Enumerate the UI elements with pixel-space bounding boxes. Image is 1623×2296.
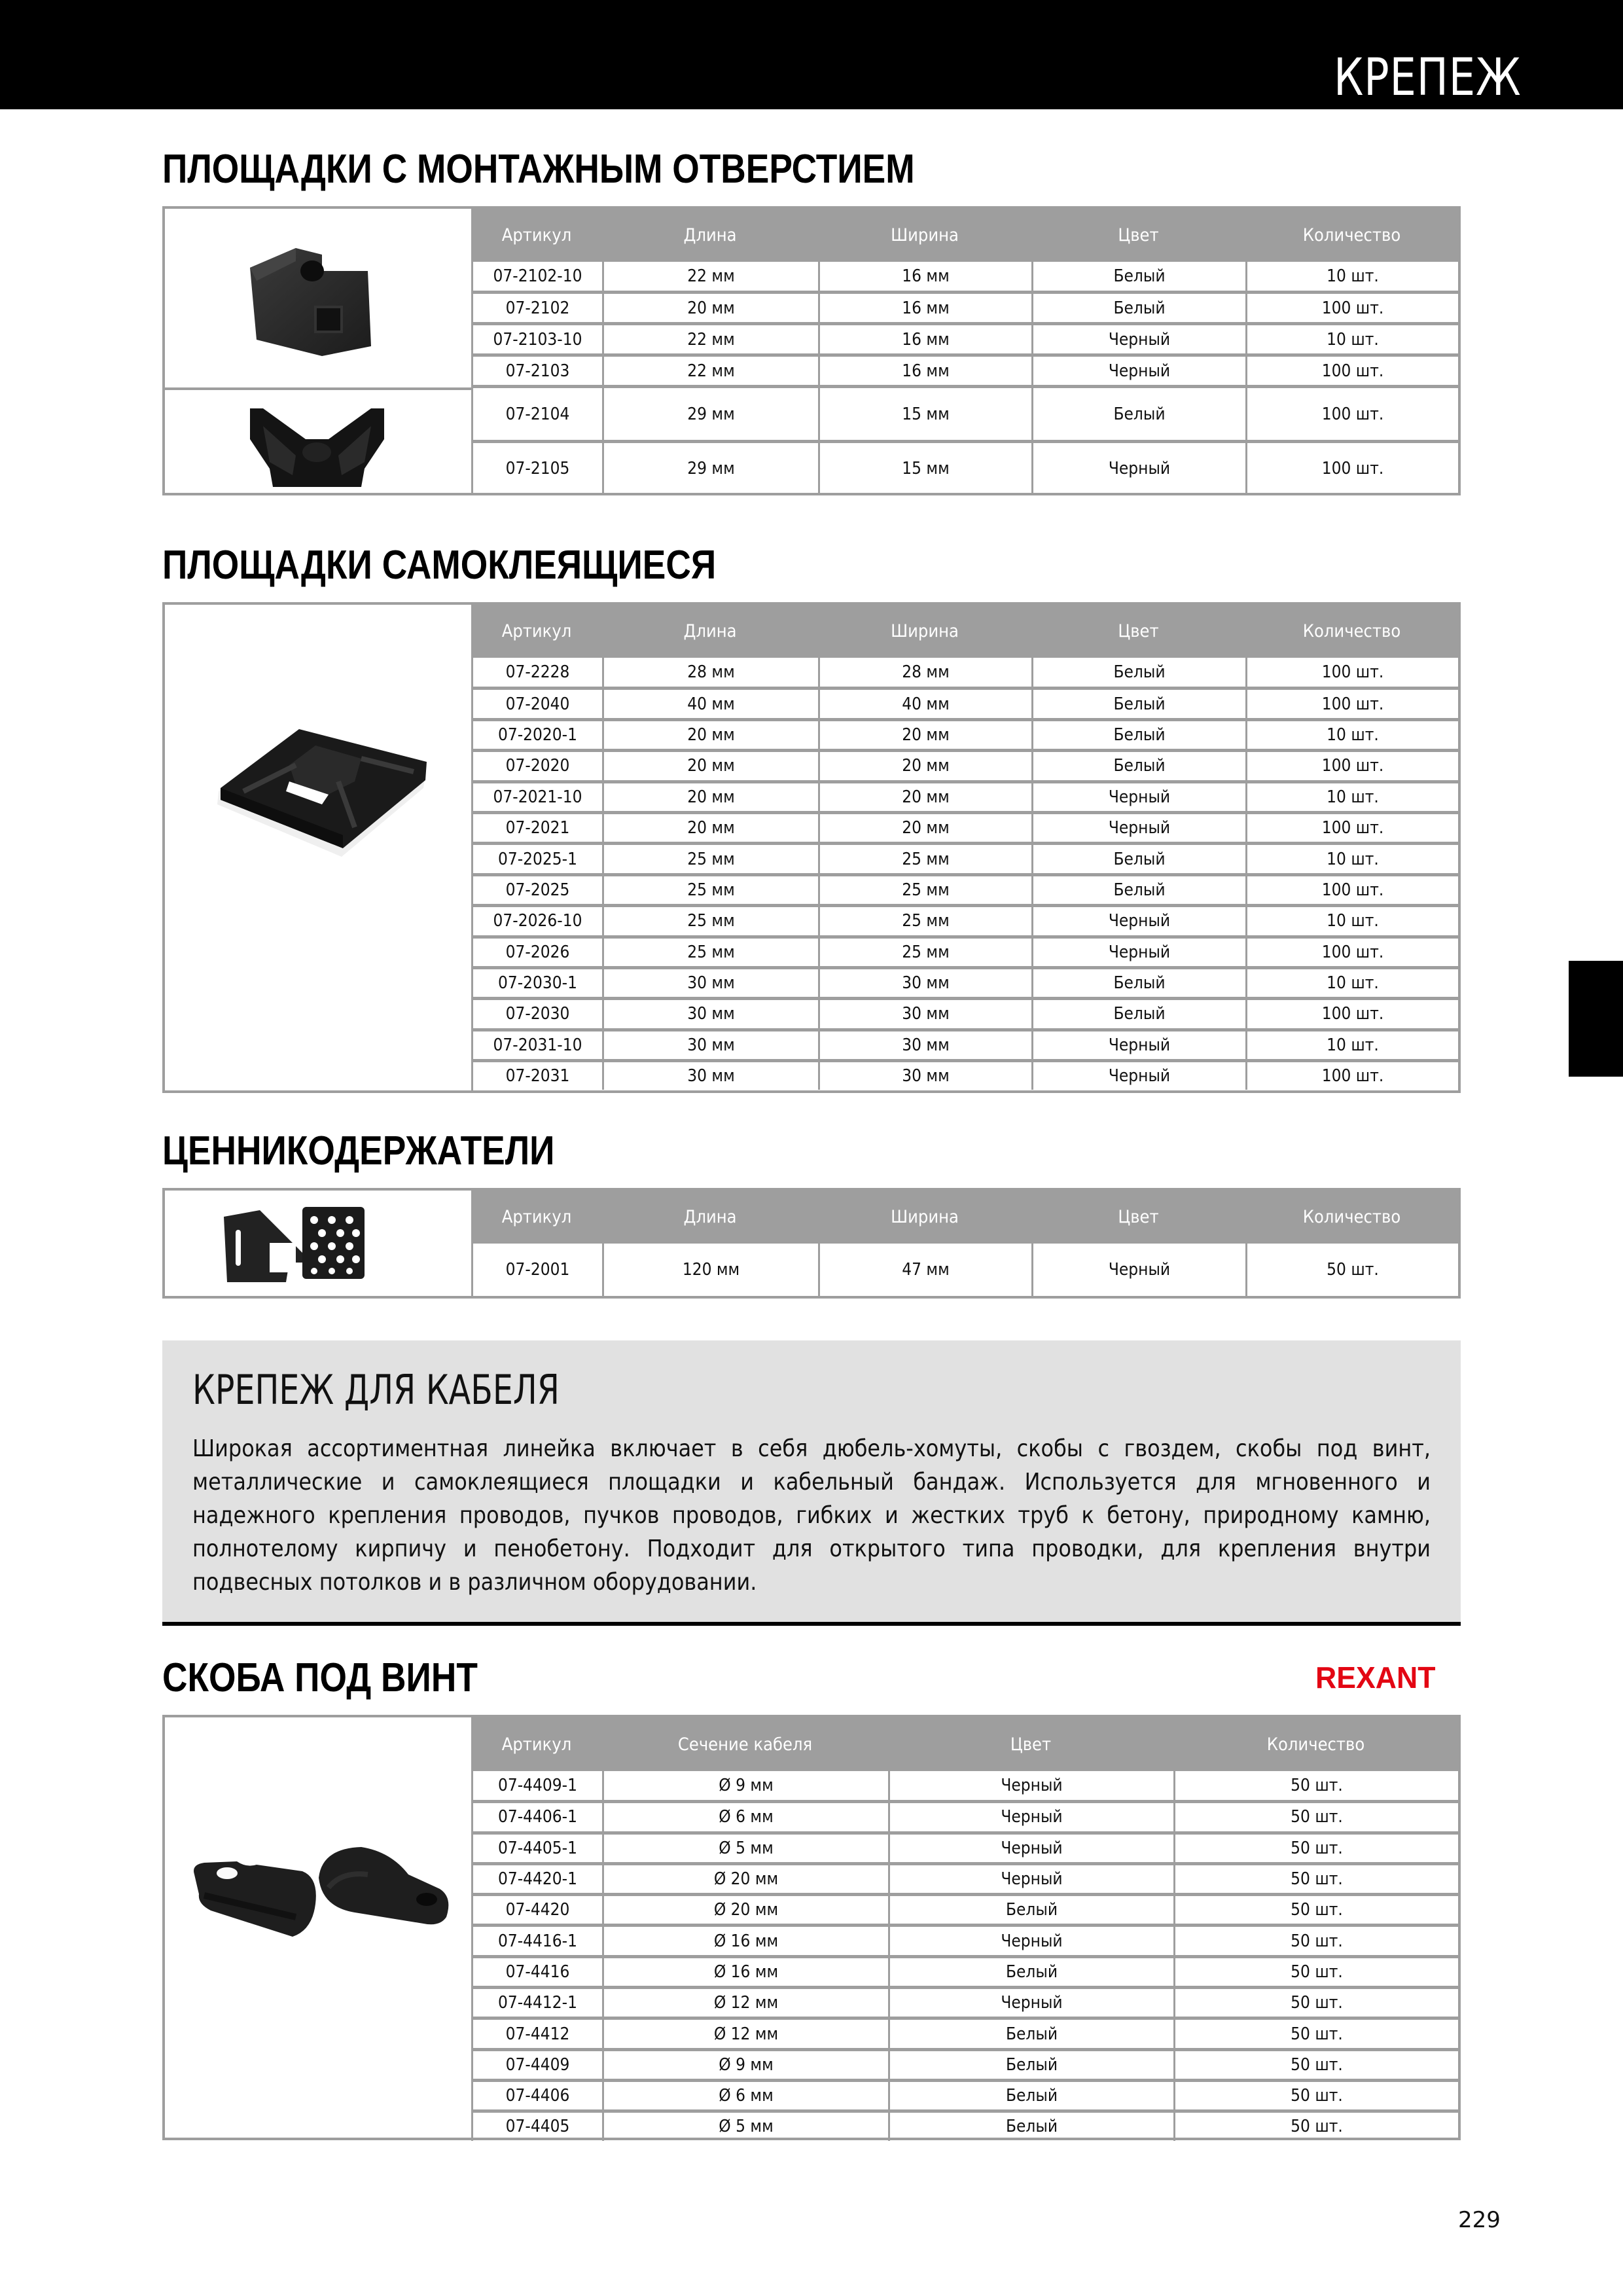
column-header-color: Цвет [1118,621,1159,641]
cell-article: 07-4405 [471,2113,602,2140]
cell-color: Белый [888,2082,1173,2109]
cell-length: 22 мм [602,325,818,353]
cell-color: Черный [1031,1062,1245,1090]
cell-length: 22 мм [602,357,818,385]
cell-width: 16 мм [818,294,1031,322]
section-title-price-holders: ЦЕННИКОДЕРЖАТЕЛИ [162,1128,555,1174]
product-image-cell [165,390,473,493]
cell-quantity: 50 шт. [1173,1771,1458,1800]
cell-cable-section: Ø 9 мм [602,1771,888,1800]
cell-color: Черный [888,1835,1173,1862]
cell-length: 30 мм [602,969,818,997]
cell-quantity: 50 шт. [1173,1958,1458,1986]
product-image-cell [165,605,473,1090]
cell-quantity: 50 шт. [1173,2113,1458,2140]
cell-article: 07-2102-10 [471,262,602,291]
cell-color: Белый [888,2051,1173,2079]
cell-quantity: 50 шт. [1173,2051,1458,2079]
table-row [471,687,1458,717]
cell-quantity: 10 шт. [1245,721,1458,749]
cell-quantity: 100 шт. [1245,690,1458,717]
table-row [471,1244,1458,1296]
cell-length: 20 мм [602,814,818,842]
cell-article: 07-2103 [471,357,602,385]
table-row [471,2079,1458,2109]
cell-color: Белый [1031,262,1245,291]
column-header-color: Цвет [1010,1734,1052,1755]
product-image-cell [165,209,473,390]
cell-quantity: 100 шт. [1245,658,1458,687]
cell-cable-section: Ø 5 мм [602,2113,888,2140]
table-mounts-with-hole [162,206,1461,495]
cell-color: Белый [1031,721,1245,749]
column-header-quantity: Количество [1302,1207,1401,1227]
cell-quantity: 100 шт. [1245,876,1458,904]
table-row [471,1059,1458,1090]
page-header-bar [0,0,1623,109]
cell-length: 40 мм [602,690,818,717]
cell-color: Черный [1031,357,1245,385]
rexant-logo: REXANT [1315,1660,1436,1695]
cell-article: 07-2001 [471,1244,602,1296]
cell-quantity: 50 шт. [1173,1989,1458,2017]
table-body [471,262,1458,493]
cell-color: Белый [888,1896,1173,1924]
cell-length: 25 мм [602,907,818,935]
cell-width: 30 мм [818,1062,1031,1090]
table-header [471,1717,1458,1771]
cell-article: 07-4420 [471,1896,602,1924]
table-row [471,440,1458,493]
table-row [471,935,1458,966]
cell-cable-section: Ø 12 мм [602,1989,888,2017]
cell-width: 16 мм [818,262,1031,291]
table-row [471,1831,1458,1862]
cell-cable-section: Ø 9 мм [602,2051,888,2079]
info-box-description: Широкая ассортиментная линейка включает в себя дюбель-хомуты, скобы с гвоздем, скобы под винт, металлические и самоклеящиеся площадки и кабельный бандаж. Используется для мгновенного и надежного крепления проводов, пучков проводов, гибких и жестких труб к бетону, природному камню, полнотелому кирпичу и пенобетону. Подходит для открытого типа проводки, для крепления внутри подвесных потолков и в различном оборудовании. [192,1435,1431,1596]
cell-width: 28 мм [818,658,1031,687]
cell-length: 120 мм [602,1244,818,1296]
cell-article: 07-2105 [471,443,602,493]
cell-quantity: 100 шт. [1245,388,1458,440]
cell-quantity: 100 шт. [1245,443,1458,493]
cell-article: 07-2030 [471,1000,602,1028]
cell-color: Белый [888,2020,1173,2047]
cell-article: 07-4420-1 [471,1865,602,1893]
table-row [471,718,1458,749]
cell-article: 07-2021-10 [471,783,602,811]
column-header-article: Артикул [501,225,572,245]
cell-color: Белый [1031,690,1245,717]
cell-color: Черный [888,1927,1173,1954]
cell-article: 07-4406 [471,2082,602,2109]
table-header [471,605,1458,658]
cell-width: 25 мм [818,939,1031,966]
adhesive-mount-image [165,605,471,1090]
cell-color: Черный [1031,907,1245,935]
saddle-mount-image [165,390,471,493]
cell-width: 15 мм [818,443,1031,493]
cell-article: 07-2040 [471,690,602,717]
cell-article: 07-2228 [471,658,602,687]
table-adhesive-mounts [162,602,1461,1093]
cell-article: 07-2025 [471,876,602,904]
info-box-title: КРЕПЕЖ ДЛЯ КАБЕЛЯ [192,1366,560,1414]
price-holder-image [165,1191,471,1296]
section-title-screw-clips: СКОБА ПОД ВИНТ [162,1655,478,1700]
cell-quantity: 100 шт. [1245,1062,1458,1090]
cell-article: 07-2021 [471,814,602,842]
table-row [471,2109,1458,2140]
column-header-quantity: Количество [1302,621,1401,641]
cell-cable-section: Ø 5 мм [602,1835,888,1862]
cell-cable-section: Ø 20 мм [602,1865,888,1893]
cell-color: Белый [888,2113,1173,2140]
table-row [471,1924,1458,1954]
table-row [471,322,1458,353]
table-row [471,811,1458,842]
cell-length: 30 мм [602,1000,818,1028]
cell-article: 07-4416 [471,1958,602,1986]
table-row [471,353,1458,385]
cell-width: 16 мм [818,325,1031,353]
cell-article: 07-4412 [471,2020,602,2047]
cell-quantity: 100 шт. [1245,1000,1458,1028]
cell-quantity: 50 шт. [1173,1896,1458,1924]
cell-width: 25 мм [818,907,1031,935]
cell-article: 07-2103-10 [471,325,602,353]
cell-width: 20 мм [818,721,1031,749]
product-image-cell [165,1191,473,1296]
cell-length: 25 мм [602,845,818,872]
column-header-article: Артикул [501,1207,572,1227]
cell-width: 15 мм [818,388,1031,440]
column-header-width: Ширина [891,621,959,641]
table-header [471,1191,1458,1244]
column-header-quantity: Количество [1302,225,1401,245]
cell-article: 07-2102 [471,294,602,322]
table-row [471,385,1458,440]
table-screw-clips [162,1715,1461,2140]
cell-article: 07-2104 [471,388,602,440]
cell-width: 30 мм [818,1000,1031,1028]
cell-color: Черный [1031,783,1245,811]
table-body [471,1244,1458,1296]
table-header [471,209,1458,262]
cell-article: 07-4416-1 [471,1927,602,1954]
cell-quantity: 50 шт. [1173,1927,1458,1954]
cell-color: Черный [1031,814,1245,842]
cell-quantity: 50 шт. [1173,2020,1458,2047]
column-header-article: Артикул [501,1734,572,1755]
cell-color: Черный [1031,939,1245,966]
table-row [471,262,1458,291]
cell-color: Белый [1031,876,1245,904]
table-row [471,1771,1458,1800]
cell-quantity: 100 шт. [1245,752,1458,780]
table-row [471,1986,1458,2017]
cell-quantity: 50 шт. [1173,2082,1458,2109]
cell-quantity: 100 шт. [1245,357,1458,385]
table-row [471,873,1458,904]
cell-color: Белый [1031,294,1245,322]
cell-width: 30 мм [818,1031,1031,1059]
cell-width: 30 мм [818,969,1031,997]
cell-color: Белый [1031,845,1245,872]
column-header-length: Длина [683,621,737,641]
column-header-quantity: Количество [1266,1734,1365,1755]
cell-color: Черный [1031,325,1245,353]
column-header-color: Цвет [1118,225,1159,245]
table-row [471,842,1458,872]
cell-color: Черный [1031,1244,1245,1296]
cell-article: 07-2026 [471,939,602,966]
cell-quantity: 100 шт. [1245,294,1458,322]
section-side-tab [1569,961,1623,1077]
cell-article: 07-2020 [471,752,602,780]
table-row [471,2048,1458,2079]
cell-quantity: 10 шт. [1245,1031,1458,1059]
cell-quantity: 100 шт. [1245,814,1458,842]
cell-length: 25 мм [602,876,818,904]
table-row [471,1893,1458,1924]
column-header-width: Ширина [891,1207,959,1227]
column-header-article: Артикул [501,621,572,641]
cell-quantity: 50 шт. [1173,1865,1458,1893]
cell-quantity: 10 шт. [1245,262,1458,291]
column-header-width: Ширина [891,225,959,245]
table-row [471,291,1458,322]
cell-color: Черный [1031,1031,1245,1059]
cell-article: 07-2020-1 [471,721,602,749]
cell-color: Черный [888,1771,1173,1800]
cell-article: 07-4409 [471,2051,602,2079]
catalog-section-title: КРЕПЕЖ [1334,48,1522,107]
cable-fasteners-info-box [162,1340,1461,1626]
cell-width: 25 мм [818,876,1031,904]
cell-color: Белый [888,1958,1173,1986]
page-number: 229 [1458,2207,1501,2233]
cell-color: Белый [1031,752,1245,780]
cell-width: 25 мм [818,845,1031,872]
cell-color: Белый [1031,658,1245,687]
column-header-length: Длина [683,225,737,245]
cell-width: 20 мм [818,814,1031,842]
table-row [471,658,1458,687]
cell-quantity: 50 шт. [1173,1835,1458,1862]
cell-color: Белый [1031,969,1245,997]
column-header-cable-section: Сечение кабеля [677,1734,813,1755]
cell-article: 07-2031-10 [471,1031,602,1059]
cell-length: 25 мм [602,939,818,966]
cell-color: Черный [888,1803,1173,1831]
cell-article: 07-4406-1 [471,1803,602,1831]
cell-quantity: 10 шт. [1245,845,1458,872]
cell-length: 20 мм [602,752,818,780]
cell-length: 30 мм [602,1062,818,1090]
cell-width: 16 мм [818,357,1031,385]
table-row [471,1028,1458,1059]
column-header-length: Длина [683,1207,737,1227]
cell-cable-section: Ø 20 мм [602,1896,888,1924]
table-row [471,904,1458,935]
cell-article: 07-4409-1 [471,1771,602,1800]
cell-width: 20 мм [818,752,1031,780]
cell-article: 07-4405-1 [471,1835,602,1862]
cell-length: 28 мм [602,658,818,687]
cell-cable-section: Ø 16 мм [602,1958,888,1986]
cell-length: 22 мм [602,262,818,291]
cell-quantity: 50 шт. [1173,1803,1458,1831]
table-row [471,2017,1458,2047]
cell-length: 29 мм [602,388,818,440]
cell-color: Черный [1031,443,1245,493]
cell-length: 20 мм [602,783,818,811]
cell-article: 07-2031 [471,1062,602,1090]
cell-color: Белый [1031,388,1245,440]
table-price-holders [162,1188,1461,1299]
cell-quantity: 10 шт. [1245,907,1458,935]
cell-cable-section: Ø 16 мм [602,1927,888,1954]
cell-cable-section: Ø 6 мм [602,1803,888,1831]
table-row [471,749,1458,780]
section-title-adhesive-mounts: ПЛОЩАДКИ САМОКЛЕЯЩИЕСЯ [162,543,717,588]
cell-quantity: 10 шт. [1245,969,1458,997]
screw-clip-image [165,1717,471,2138]
cell-cable-section: Ø 12 мм [602,2020,888,2047]
table-body [471,1771,1458,2141]
cell-color: Черный [888,1989,1173,2017]
cell-cable-section: Ø 6 мм [602,2082,888,2109]
mount-with-hole-image [165,209,471,387]
cell-length: 20 мм [602,721,818,749]
table-row [471,997,1458,1028]
product-image-cell [165,1717,473,2138]
cell-length: 20 мм [602,294,818,322]
cell-length: 29 мм [602,443,818,493]
cell-color: Белый [1031,1000,1245,1028]
column-header-color: Цвет [1118,1207,1159,1227]
cell-color: Черный [888,1865,1173,1893]
cell-article: 07-4412-1 [471,1989,602,2017]
cell-width: 47 мм [818,1244,1031,1296]
table-row [471,1862,1458,1893]
cell-quantity: 10 шт. [1245,325,1458,353]
table-row [471,1800,1458,1831]
cell-width: 40 мм [818,690,1031,717]
cell-quantity: 100 шт. [1245,939,1458,966]
cell-length: 30 мм [602,1031,818,1059]
cell-width: 20 мм [818,783,1031,811]
table-body [471,658,1458,1090]
cell-quantity: 10 шт. [1245,783,1458,811]
table-row [471,1955,1458,1986]
section-title-mounts-with-hole: ПЛОЩАДКИ С МОНТАЖНЫМ ОТВЕРСТИЕМ [162,147,915,192]
cell-article: 07-2030-1 [471,969,602,997]
cell-article: 07-2026-10 [471,907,602,935]
table-row [471,780,1458,811]
cell-quantity: 50 шт. [1245,1244,1458,1296]
cell-article: 07-2025-1 [471,845,602,872]
table-row [471,966,1458,997]
